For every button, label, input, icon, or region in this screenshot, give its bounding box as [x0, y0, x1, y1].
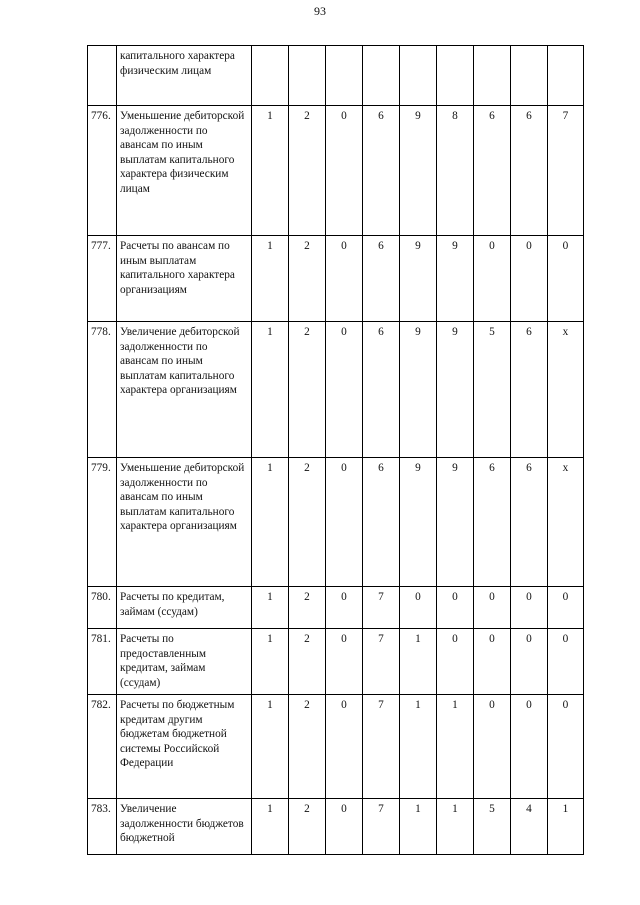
- code-digit-6: 1: [437, 799, 474, 855]
- code-digit-3: 0: [326, 322, 363, 458]
- row-number: 780.: [88, 587, 117, 629]
- code-digit-3: 0: [326, 458, 363, 587]
- code-digit-5: 1: [400, 695, 437, 799]
- code-digit-8: 6: [511, 106, 548, 236]
- code-digit-3: 0: [326, 629, 363, 695]
- code-digit-8: 6: [511, 322, 548, 458]
- code-digit-4: 6: [363, 458, 400, 587]
- table-row: [88, 236, 584, 322]
- row-number: 782.: [88, 695, 117, 799]
- row-number: 779.: [88, 458, 117, 587]
- table-row: [88, 106, 584, 236]
- code-digit-5: 1: [400, 629, 437, 695]
- table-row: [88, 46, 584, 106]
- code-digit-6: 9: [437, 236, 474, 322]
- table-row: [88, 629, 584, 695]
- table-row: [88, 799, 584, 855]
- code-digit-7: 5: [474, 799, 511, 855]
- row-name: Расчеты по авансам по иным выплатам капитального характера организациям: [117, 236, 252, 322]
- code-digit-7: 0: [474, 695, 511, 799]
- code-digit-1: 1: [252, 629, 289, 695]
- code-digit-5: 0: [400, 587, 437, 629]
- row-name: Расчеты по кредитам, займам (ссудам): [117, 587, 252, 629]
- code-digit-5: 9: [400, 236, 437, 322]
- code-digit-6: 0: [437, 629, 474, 695]
- code-digit-1: 1: [252, 799, 289, 855]
- code-digit-9: 1: [548, 799, 584, 855]
- code-digit-9: 0: [548, 629, 584, 695]
- row-number: 783.: [88, 799, 117, 855]
- code-digit-3: [326, 46, 363, 106]
- row-number: 778.: [88, 322, 117, 458]
- code-digit-2: 2: [289, 458, 326, 587]
- code-digit-9: [548, 46, 584, 106]
- code-digit-4: 7: [363, 695, 400, 799]
- code-digit-7: 0: [474, 629, 511, 695]
- code-digit-9: x: [548, 322, 584, 458]
- code-digit-7: 0: [474, 587, 511, 629]
- code-digit-6: 0: [437, 587, 474, 629]
- page-number: 93: [314, 4, 326, 18]
- code-digit-2: [289, 46, 326, 106]
- code-digit-9: 0: [548, 587, 584, 629]
- code-digit-1: [252, 46, 289, 106]
- code-digit-3: 0: [326, 236, 363, 322]
- code-digit-2: 2: [289, 587, 326, 629]
- code-digit-6: [437, 46, 474, 106]
- row-number: [88, 46, 117, 106]
- code-digit-8: 0: [511, 236, 548, 322]
- code-digit-4: 7: [363, 629, 400, 695]
- code-digit-7: 0: [474, 236, 511, 322]
- code-digit-9: 0: [548, 695, 584, 799]
- code-digit-2: 2: [289, 322, 326, 458]
- row-number: 776.: [88, 106, 117, 236]
- code-digit-5: 9: [400, 106, 437, 236]
- code-digit-8: 4: [511, 799, 548, 855]
- row-name: Расчеты по бюджетным кредитам другим бюджетам бюджетной системы Российской Федерации: [117, 695, 252, 799]
- code-digit-4: 7: [363, 587, 400, 629]
- code-digit-8: [511, 46, 548, 106]
- row-name: Увеличение задолженности бюджетов бюджетной: [117, 799, 252, 855]
- code-digit-9: 7: [548, 106, 584, 236]
- code-digit-4: [363, 46, 400, 106]
- code-digit-3: 0: [326, 799, 363, 855]
- row-name: Уменьшение дебиторской задолженности по авансам по иным выплатам капитального характера организациям: [117, 458, 252, 587]
- row-name: капитального характера физическим лицам: [117, 46, 252, 106]
- code-digit-1: 1: [252, 236, 289, 322]
- code-digit-3: 0: [326, 695, 363, 799]
- code-digit-5: 1: [400, 799, 437, 855]
- code-digit-8: 0: [511, 587, 548, 629]
- code-digit-5: [400, 46, 437, 106]
- code-digit-3: 0: [326, 106, 363, 236]
- code-digit-2: 2: [289, 106, 326, 236]
- budget-classification-table: [87, 45, 584, 855]
- code-digit-7: 6: [474, 458, 511, 587]
- code-digit-9: 0: [548, 236, 584, 322]
- code-digit-6: 9: [437, 322, 474, 458]
- row-number: 777.: [88, 236, 117, 322]
- code-digit-5: 9: [400, 458, 437, 587]
- code-digit-1: 1: [252, 106, 289, 236]
- code-digit-8: 0: [511, 629, 548, 695]
- row-name: Расчеты по предоставленным кредитам, займам (ссудам): [117, 629, 252, 695]
- code-digit-4: 6: [363, 236, 400, 322]
- code-digit-6: 9: [437, 458, 474, 587]
- code-digit-2: 2: [289, 799, 326, 855]
- code-digit-8: 0: [511, 695, 548, 799]
- code-digit-8: 6: [511, 458, 548, 587]
- table-row: [88, 587, 584, 629]
- table-row: [88, 695, 584, 799]
- code-digit-2: 2: [289, 695, 326, 799]
- code-digit-7: 5: [474, 322, 511, 458]
- code-digit-9: x: [548, 458, 584, 587]
- code-digit-6: 1: [437, 695, 474, 799]
- row-number: 781.: [88, 629, 117, 695]
- code-digit-3: 0: [326, 587, 363, 629]
- code-digit-2: 2: [289, 236, 326, 322]
- row-name: Уменьшение дебиторской задолженности по авансам по иным выплатам капитального характера физическим лицам: [117, 106, 252, 236]
- code-digit-4: 6: [363, 322, 400, 458]
- code-digit-6: 8: [437, 106, 474, 236]
- code-digit-1: 1: [252, 458, 289, 587]
- code-digit-2: 2: [289, 629, 326, 695]
- code-digit-1: 1: [252, 695, 289, 799]
- code-digit-1: 1: [252, 587, 289, 629]
- row-name: Увеличение дебиторской задолженности по авансам по иным выплатам капитального характера организациям: [117, 322, 252, 458]
- table-row: [88, 458, 584, 587]
- code-digit-1: 1: [252, 322, 289, 458]
- code-digit-7: [474, 46, 511, 106]
- code-digit-7: 6: [474, 106, 511, 236]
- code-digit-4: 7: [363, 799, 400, 855]
- table-row: [88, 322, 584, 458]
- code-digit-4: 6: [363, 106, 400, 236]
- code-digit-5: 9: [400, 322, 437, 458]
